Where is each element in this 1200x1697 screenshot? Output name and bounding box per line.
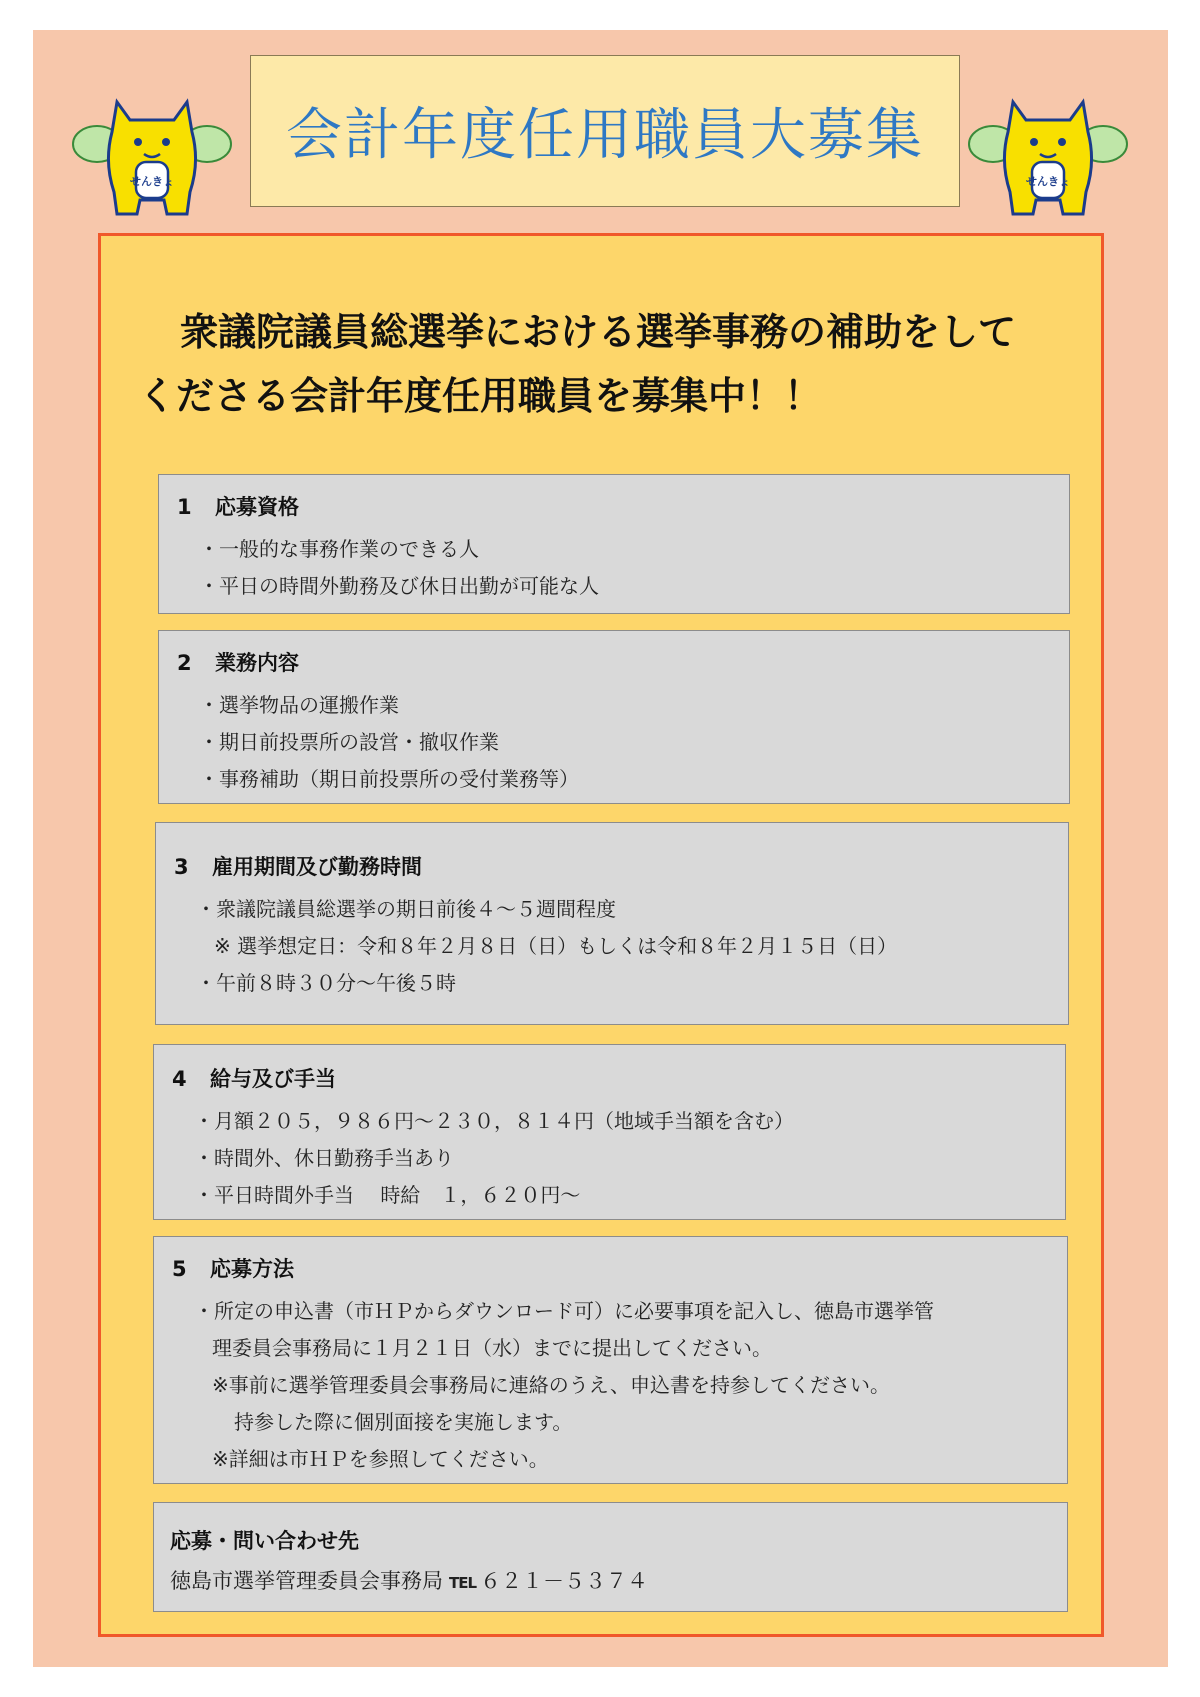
section-employment-period — [155, 822, 1069, 1025]
mascot-badge-text: せんきょ — [1026, 175, 1070, 188]
section-line: ・月額２０５，９８６円～２３０，８１４円（地域手当額を含む） — [194, 1109, 794, 1133]
section-line: ・午前８時３０分～午後５時 — [196, 971, 456, 995]
section-line: ・平日時間外手当 時給 １，６２０円～ — [194, 1183, 581, 1207]
section-heading: 1 応募資格 — [177, 495, 299, 519]
tel-label: TEL — [449, 1574, 477, 1592]
section-line: ・一般的な事務作業のできる人 — [199, 537, 479, 561]
headline — [138, 300, 1058, 428]
section-line: ※詳細は市ＨＰを参照してください。 — [212, 1447, 549, 1471]
section-job-description — [158, 630, 1070, 804]
section-line: ・平日の時間外勤務及び休日出勤が可能な人 — [199, 574, 599, 598]
contact-phone: ６２１－５３７４ — [480, 1569, 649, 1593]
section-line: ・選挙物品の運搬作業 — [199, 693, 399, 717]
section-application-method — [153, 1236, 1068, 1484]
contact-office: 徳島市選挙管理委員会事務局 — [170, 1569, 443, 1593]
headline-line-2: くださる会計年度任用職員を募集中！！ — [138, 374, 823, 418]
headline-line-1: 衆議院議員総選挙における選挙事務の補助をして — [180, 310, 1017, 354]
contact-line — [154, 1563, 1067, 1601]
mascot-badge-text: せんきょ — [130, 175, 174, 188]
section-heading: 3 雇用期間及び勤務時間 — [174, 855, 422, 879]
section-line: 理委員会事務局に１月２１日（水）までに提出してください。 — [212, 1336, 772, 1360]
title-banner — [250, 55, 960, 207]
section-line: ・所定の申込書（市ＨＰからダウンロード可）に必要事項を記入し、徳島市選挙管 — [194, 1299, 934, 1323]
section-line: ・時間外、休日勤務手当あり — [194, 1146, 454, 1170]
section-line: ※事前に選挙管理委員会事務局に連絡のうえ、申込書を持参してください。 — [212, 1373, 890, 1397]
section-heading: 4 給与及び手当 — [172, 1067, 336, 1091]
section-line: ・事務補助（期日前投票所の受付業務等） — [199, 767, 579, 791]
section-eligibility — [158, 474, 1070, 614]
mascot-left-icon — [72, 92, 232, 222]
section-line: ・衆議院議員総選挙の期日前後４～５週間程度 — [196, 897, 616, 921]
section-contact — [153, 1502, 1068, 1612]
section-line: 持参した際に個別面接を実施します。 — [234, 1410, 573, 1434]
contact-heading: 応募・問い合わせ先 — [170, 1529, 359, 1553]
mascot-right-icon — [968, 92, 1128, 222]
section-line: ・期日前投票所の設営・撤収作業 — [199, 730, 499, 754]
section-heading: 2 業務内容 — [177, 651, 299, 675]
section-line: ※ 選挙想定日：令和８年２月８日（日）もしくは令和８年２月１５日（日） — [214, 934, 898, 958]
section-salary — [153, 1044, 1066, 1220]
section-heading: 5 応募方法 — [172, 1257, 294, 1281]
page-title: 会計年度任用職員大募集 — [286, 103, 924, 168]
